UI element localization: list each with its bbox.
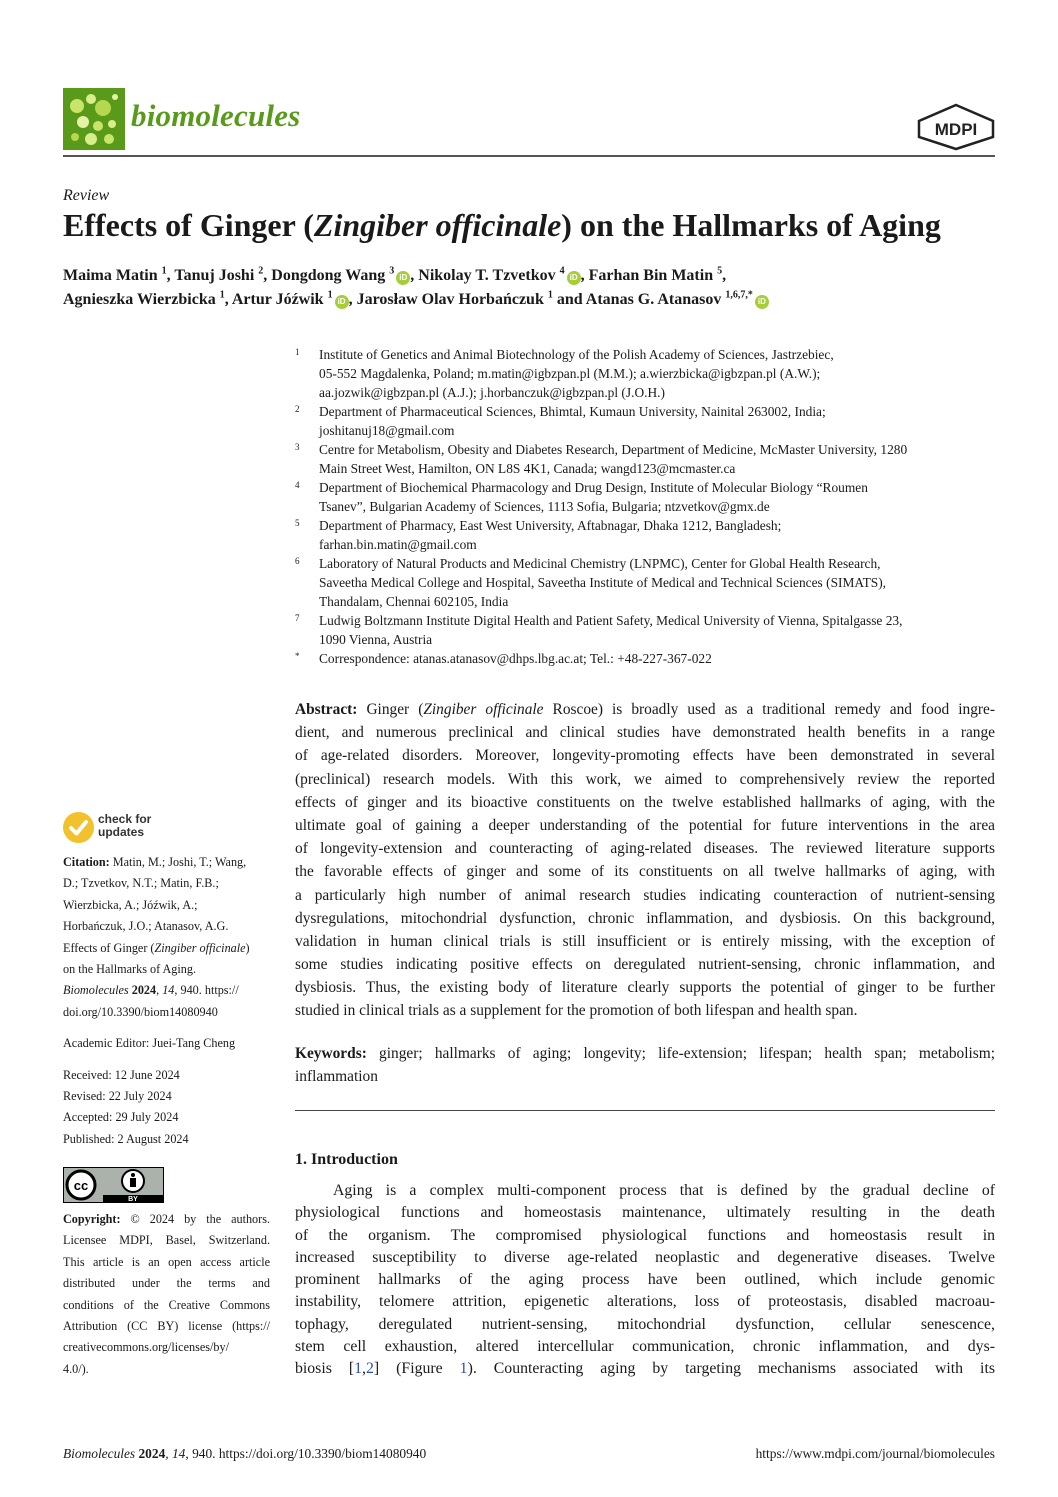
paragraph-line: prominent hallmarks of the aging process have been outlined, which include genomic: [295, 1271, 995, 1289]
abstract-line: studied in clinical trials as a supplement for the promotion of both lifespan and health span.: [295, 1002, 858, 1020]
abstract-line: dysregulations, mitochondrial dysfunction, chronic inflammation, and dysbiosis. On this background,: [295, 909, 995, 927]
revised-date: Revised: 22 July 2024: [63, 1089, 172, 1104]
author-name[interactable]: Farhan Bin Matin: [588, 267, 714, 284]
sidebar: [63, 852, 273, 1164]
received-date: Received: 12 June 2024: [63, 1067, 180, 1082]
paragraph-line: biosis [1,2] (Figure 1). Counteracting aging by targeting mechanisms associated with its: [295, 1360, 995, 1378]
affiliation-text: Department of Pharmacy, East West University, Aftabnagar, Dhaka 1212, Bangladesh;: [319, 518, 782, 533]
affiliation-number: 7: [295, 613, 300, 623]
author-affiliation-ref: 1: [327, 289, 333, 301]
author-affiliation-ref: 1: [161, 265, 167, 277]
introduction-paragraph: [295, 1180, 995, 1381]
orcid-icon[interactable]: iD: [567, 271, 581, 285]
author-name[interactable]: Agnieszka Wierzbicka: [63, 291, 216, 308]
affiliation-text: 1090 Vienna, Austria: [319, 632, 433, 647]
affiliation-text: Centre for Metabolism, Obesity and Diabetes Research, Department of Medicine, McMaster University, 1280: [319, 442, 908, 457]
section-heading: 1. Introduction: [295, 1151, 398, 1168]
paragraph-line: stem cell exhaustion, altered intercellular communication, chronic inflammation, and dys-: [295, 1338, 995, 1356]
citation-link[interactable]: 1: [354, 1360, 363, 1378]
affiliation-text: aa.jozwik@igbzpan.pl (A.J.); j.horbanczuk@igbzpan.pl (J.O.H.): [319, 385, 665, 400]
header-divider: [63, 155, 995, 157]
affiliation-item: [295, 516, 1000, 554]
abstract-line: Abstract: Ginger (Zingiber officinale Roscoe) is broadly used as a traditional remedy and food ingre-: [295, 701, 996, 718]
cc-text: cc: [73, 1178, 89, 1193]
affiliation-text: Department of Biochemical Pharmacology and Drug Design, Institute of Molecular Biology “Roumen: [319, 480, 868, 495]
check-updates-label: updates: [98, 825, 145, 839]
abstract-line: of longevity-extension and counteracting of aging-related diseases. The reviewed literature supports: [295, 840, 995, 858]
affiliations: [295, 345, 1000, 668]
abstract-line: effects of ginger and its bioactive constituents on the twelve established hallmarks of aging, with the: [295, 793, 995, 811]
publication-dates: [63, 1065, 273, 1151]
mdpi-logo-icon: [916, 103, 996, 151]
paragraph-line: instability, telomere attrition, epigenetic alterations, loss of proteostasis, disabled macroau-: [295, 1293, 995, 1311]
checkmark-icon: [63, 812, 94, 843]
correspondence-text: Correspondence: atanas.atanasov@dhps.lbg.ac.at; Tel.: +48-227-367-022: [319, 651, 712, 666]
affiliation-text: 05-552 Magdalenka, Poland; m.matin@igbzpan.pl (M.M.); a.wierzbicka@igbzpan.pl (A.W.);: [319, 366, 821, 381]
abstract-line: of age-related disorders. Moreover, longevity-promoting effects have been demonstrated in several: [295, 747, 995, 765]
orcid-icon[interactable]: iD: [755, 295, 769, 309]
abstract-divider: [295, 1110, 995, 1111]
affiliation-item: [295, 554, 1000, 611]
article-type: Review: [63, 187, 110, 204]
author-name[interactable]: Nikolay T. Tzvetkov: [418, 267, 556, 284]
citation-label: Citation:: [63, 855, 110, 869]
author-affiliation-ref: 1: [219, 289, 225, 301]
paragraph-line: Aging is a complex multi-component process that is defined by the gradual decline of: [333, 1182, 995, 1199]
orcid-icon[interactable]: iD: [335, 295, 349, 309]
paragraph-line: physiological functions and homeostasis maintenance, ultimately resulting in the death: [295, 1204, 995, 1222]
check-updates-label: check for: [98, 812, 152, 826]
author-name[interactable]: Artur Jóźwik: [231, 291, 324, 308]
affiliation-text: Main Street West, Hamilton, ON L8S 4K1, Canada; wangd123@mcmaster.ca: [319, 461, 736, 476]
keywords-line: inflammation: [295, 1068, 378, 1086]
affiliation-item: [295, 345, 1000, 402]
affiliation-text: Department of Pharmaceutical Sciences, Bhimtal, Kumaun University, Nainital 263002, India;: [319, 404, 826, 419]
author-name[interactable]: Maima Matin: [63, 267, 158, 284]
author-name[interactable]: Jarosław Olav Horbańczuk: [356, 291, 544, 308]
copyright-label: Copyright:: [63, 1212, 121, 1226]
author-affiliation-ref: 5: [717, 265, 723, 277]
cc-by-license-icon[interactable]: [63, 1167, 164, 1203]
author-affiliation-ref: 4: [559, 265, 565, 277]
paragraph-line: increased susceptibility to diverse age-related neoplastic and degenerative diseases. Twelve: [295, 1248, 995, 1266]
abstract-line: validation in human clinical trials is still insufficient or is entirely missing, with the exception of: [295, 932, 995, 950]
footer-citation: Biomolecules 2024, 14, 940. https://doi.org/10.3390/biom14080940: [63, 1446, 427, 1461]
affiliation-item: [295, 440, 1000, 478]
abstract-line: ultimate goal of gaining a deeper understanding of the potential for future interventions in the area: [295, 816, 995, 834]
correspondence-item: [295, 649, 1000, 668]
affiliation-number: 6: [295, 556, 300, 566]
keywords-label: Keywords:: [295, 1045, 367, 1062]
affiliation-item: [295, 611, 1000, 649]
author-name[interactable]: Atanas G. Atanasov: [585, 291, 722, 308]
affiliation-text: farhan.bin.matin@gmail.com: [319, 537, 477, 552]
affiliation-number: *: [295, 651, 300, 661]
keywords-line: Keywords: ginger; hallmarks of aging; longevity; life-extension; lifespan; health span; metabolism;: [295, 1045, 995, 1062]
affiliation-item: [295, 478, 1000, 516]
accepted-date: Accepted: 29 July 2024: [63, 1110, 179, 1125]
author-affiliation-ref: 1,6,7,*: [725, 289, 753, 301]
footer-journal-link[interactable]: https://www.mdpi.com/journal/biomolecules: [755, 1446, 995, 1461]
citation-block: Citation: Matin, M.; Joshi, T.; Wang, D.; Tzvetkov, N.T.; Matin, F.B.; Wierzbicka, A.; Jóźwik, A.; Horbańczuk, J.O.; Atanasov, A.G. Effects of Ginger (Zingiber officinale) on the Hallmarks of Aging. Biomolecules 2024, 14, 940. https:// doi.org/10.3390/biom14080940: [63, 852, 273, 1023]
author-list-line-1: Maima Matin $^1$, Tanuj Joshi $^2$, Dongdong Wang $^3$iD , Nikolay T. Tzvetkov $^4$iD , Farhan Bin Matin $^5$,: [63, 265, 727, 284]
abstract-line: a particularly high number of animal research studies indicating counteraction of nutrient-sensing: [295, 886, 995, 904]
paragraph-line: of the organism. The compromised physiological functions and homeostasis result in: [295, 1226, 995, 1244]
citation-link[interactable]: 2: [365, 1360, 374, 1378]
author-list-line-2: Agnieszka Wierzbicka $^1$, Artur Jóźwik $^1$iD , Jarosław Olav Horbańczuk $^1$ and Atanas G. Atanasov $^{1,6,7,*}$iD: [63, 288, 769, 312]
check-for-updates-button[interactable]: [63, 812, 173, 844]
affiliation-text: Ludwig Boltzmann Institute Digital Health and Patient Safety, Medical University of Vienna, Spitalgasse 23,: [319, 613, 903, 628]
paragraph-line: tophagy, deregulated nutrient-sensing, mitochondrial dysfunction, cellular senescence,: [295, 1315, 995, 1333]
author-name[interactable]: Tanuj Joshi: [174, 267, 255, 284]
svg-text:MDPI: MDPI: [934, 120, 978, 139]
author-affiliation-ref: 1: [547, 289, 553, 301]
published-date: Published: 2 August 2024: [63, 1131, 189, 1146]
journal-name: biomolecules: [131, 98, 301, 133]
affiliation-number: 4: [295, 480, 300, 490]
affiliation-text: Institute of Genetics and Animal Biotechnology of the Polish Academy of Sciences, Jastrzebiec,: [319, 347, 834, 362]
author-affiliation-ref: 3: [389, 265, 395, 277]
affiliation-item: [295, 402, 1000, 440]
affiliation-number: 1: [295, 347, 300, 357]
affiliation-number: 3: [295, 442, 300, 452]
abstract-line: some studies indicating positive effects on deregulated nutrient-sensing, chronic inflammation, and: [295, 956, 995, 974]
affiliation-number: 5: [295, 518, 300, 528]
abstract: [295, 698, 995, 1023]
abstract-line: dient, and numerous preclinical and clinical studies have demonstrated health benefits in a range: [295, 724, 995, 742]
copyright-block: Copyright: © 2024 by the authors. Licensee MDPI, Basel, Switzerland. This article is an open access article distributed under the terms and conditions of the Creative Commons Attribution (CC BY) license (https:// creativecommons.org/licenses/by/ 4.0/).: [63, 1209, 273, 1380]
affiliation-text: Saveetha Medical College and Hospital, Saveetha Institute of Medical and Technical Sciences (SIMATS),: [319, 575, 887, 590]
affiliation-text: Laboratory of Natural Products and Medicinal Chemistry (LNPMC), Center for Global Health Research,: [319, 556, 881, 571]
affiliation-text: Tsanev”, Bulgarian Academy of Sciences, 1113 Sofia, Bulgaria; ntzvetkov@gmx.de: [319, 499, 770, 514]
affiliation-number: 2: [295, 404, 300, 414]
orcid-icon[interactable]: iD: [396, 271, 410, 285]
affiliation-text: Thandalam, Chennai 602105, India: [319, 594, 509, 609]
affiliation-text: joshitanuj18@gmail.com: [319, 423, 455, 438]
abstract-line: dysbiosis. Thus, the existing body of literature clearly supports the potential of ginger to be further: [295, 979, 995, 997]
abstract-label: Abstract:: [295, 701, 358, 718]
author-name[interactable]: Dongdong Wang: [271, 267, 386, 284]
author-affiliation-ref: 2: [258, 265, 264, 277]
figure-link[interactable]: 1: [459, 1360, 468, 1378]
cc-by-text: BY: [128, 1196, 138, 1203]
journal-logo-icon: [63, 88, 125, 150]
article-title: Effects of Ginger (Zingiber officinale) on the Hallmarks of Aging: [63, 207, 941, 243]
citation-doi-link[interactable]: doi.org/10.3390/biom14080940: [63, 1004, 218, 1019]
academic-editor: Academic Editor: Juei-Tang Cheng: [63, 1036, 236, 1051]
abstract-line: (preclinical) research models. With this work, we aimed to comprehensively review the reported: [295, 770, 995, 788]
license-link[interactable]: creativecommons.org/licenses/by/: [63, 1340, 229, 1355]
keywords: [295, 1042, 995, 1088]
abstract-line: the favorable effects of ginger and some of its constituents on all twelve hallmarks of aging, with: [295, 863, 995, 881]
